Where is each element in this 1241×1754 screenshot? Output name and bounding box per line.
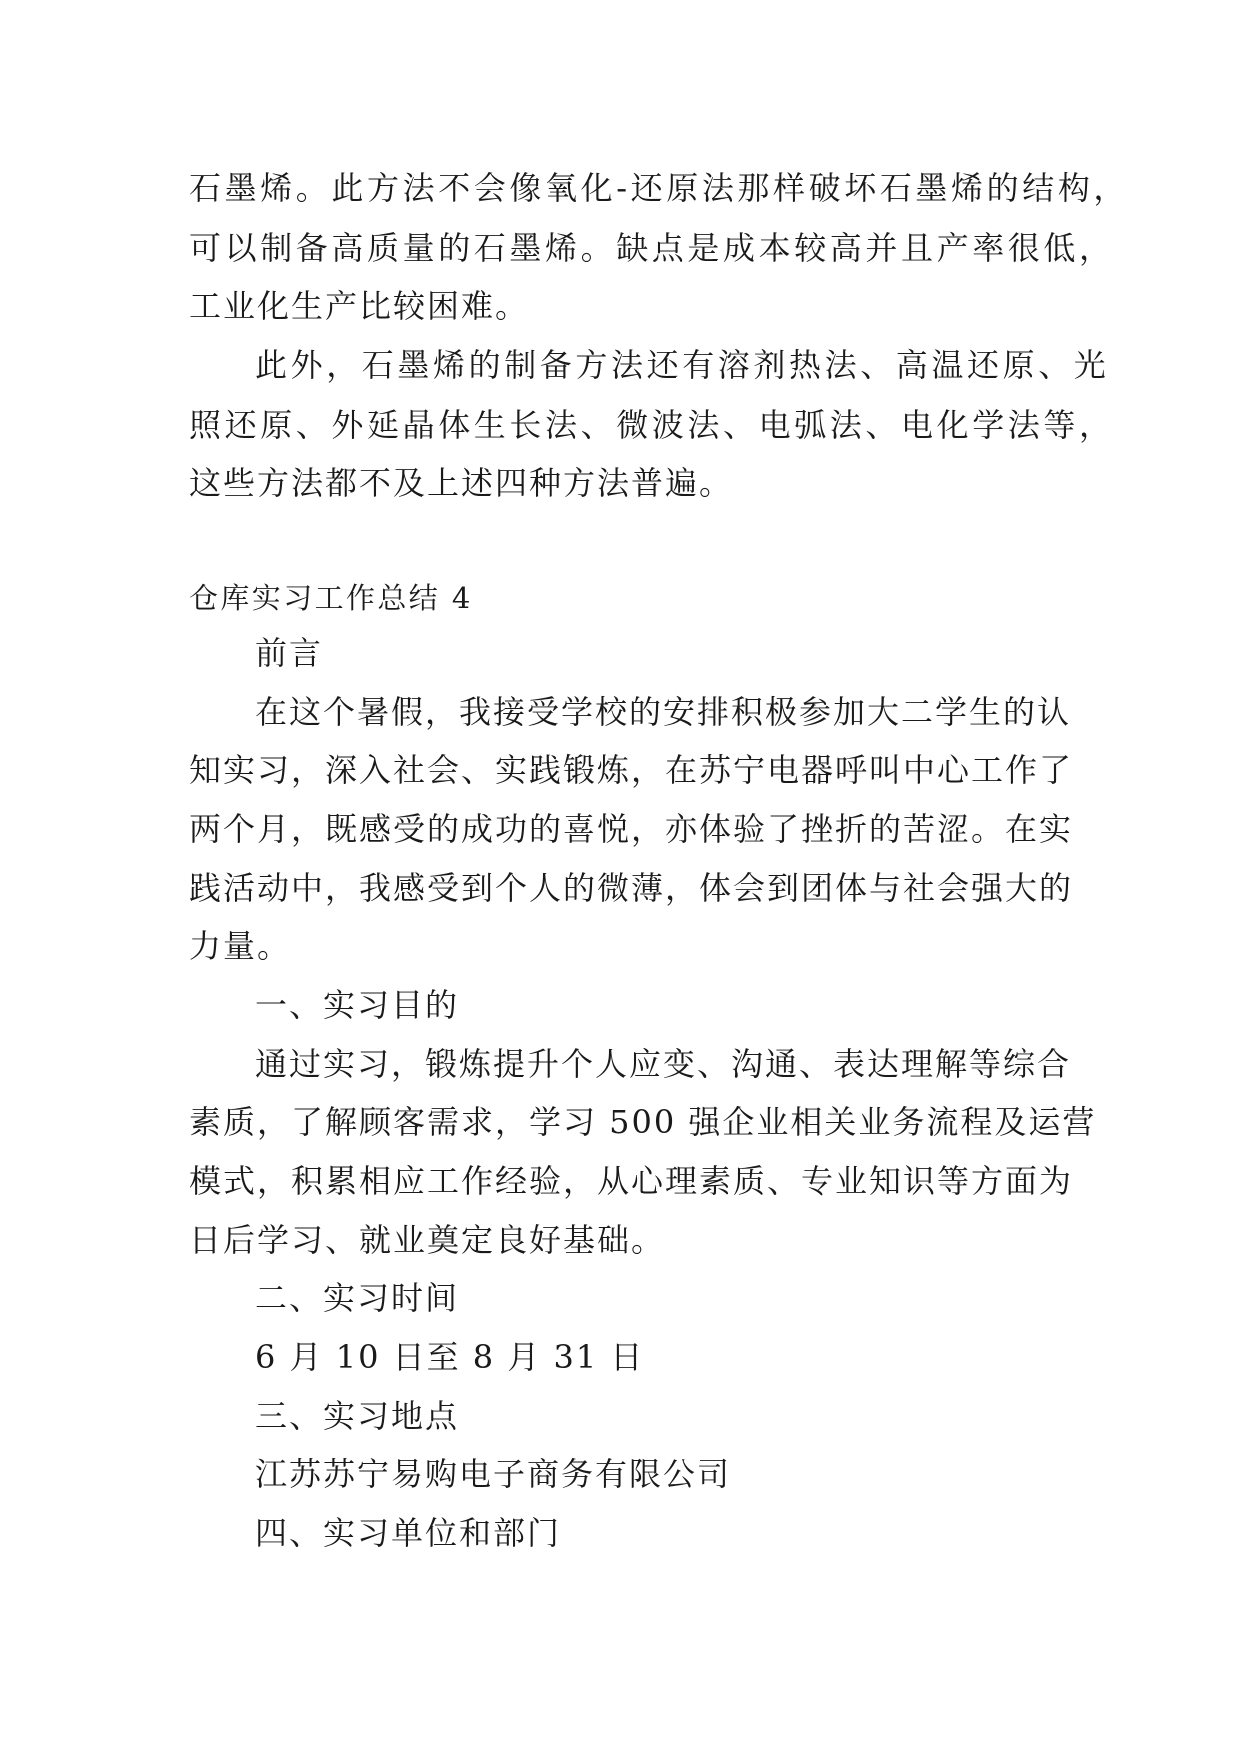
prev-paragraph-1-line-3: 工业化生产比较困难。 <box>189 287 530 325</box>
purpose-body-line-4: 日后学习、就业奠定良好基础。 <box>189 1221 666 1259</box>
intro-heading: 前言 <box>255 634 324 672</box>
prev-paragraph-2-line-3: 这些方法都不及上述四种方法普遍。 <box>189 464 734 502</box>
prev-paragraph-2-line-2: 照还原、外延晶体生长法、微波法、电弧法、电化学法等， <box>189 406 1115 444</box>
intro-body-line-4: 践活动中，我感受到个人的微薄，体会到团体与社会强大的 <box>189 869 1074 907</box>
purpose-body-line-2: 素质，了解顾客需求，学习 500 强企业相关业务流程及运营 <box>189 1103 1097 1141</box>
time-body: 6 月 10 日至 8 月 31 日 <box>255 1338 645 1376</box>
section-title: 仓库实习工作总结 4 <box>189 581 473 615</box>
time-heading: 二、实习时间 <box>255 1279 460 1317</box>
intro-body-line-2: 知实习，深入社会、实践锻炼，在苏宁电器呼叫中心工作了 <box>189 751 1074 789</box>
location-heading: 三、实习地点 <box>255 1397 460 1435</box>
prev-paragraph-1-line-1: 石墨烯。此方法不会像氧化-还原法那样破坏石墨烯的结构， <box>189 169 1130 207</box>
intro-body-line-5: 力量。 <box>189 927 292 965</box>
prev-paragraph-1-line-2: 可以制备高质量的石墨烯。缺点是成本较高并且产率很低， <box>189 229 1115 267</box>
prev-paragraph-2-line-1: 此外，石墨烯的制备方法还有溶剂热法、高温还原、光 <box>255 346 1110 384</box>
purpose-heading: 一、实习目的 <box>255 986 460 1024</box>
purpose-body-line-1: 通过实习，锻炼提升个人应变、沟通、表达理解等综合 <box>255 1045 1072 1083</box>
location-body: 江苏苏宁易购电子商务有限公司 <box>255 1455 732 1493</box>
intro-body-line-3: 两个月，既感受的成功的喜悦，亦体验了挫折的苦涩。在实 <box>189 810 1074 848</box>
intro-body-line-1: 在这个暑假，我接受学校的安排积极参加大二学生的认 <box>255 693 1072 731</box>
unit-heading: 四、实习单位和部门 <box>255 1514 562 1552</box>
purpose-body-line-3: 模式，积累相应工作经验，从心理素质、专业知识等方面为 <box>189 1162 1074 1200</box>
